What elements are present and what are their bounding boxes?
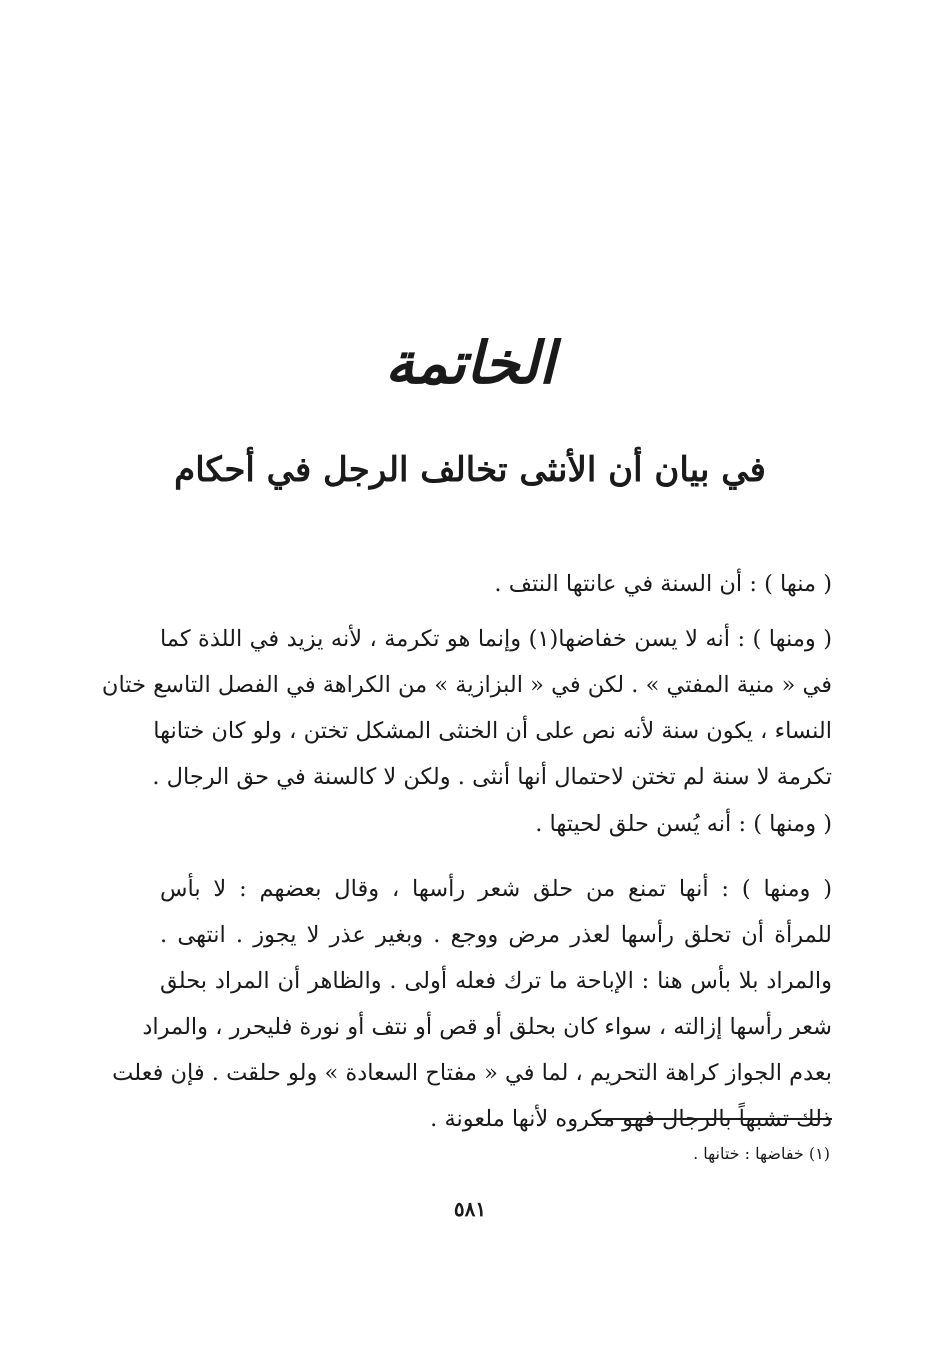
paragraph: [112, 866, 832, 1142]
paragraph-line: في « منية المفتي » . لكن في « البزازية » من الكراهة في الفصل التاسع ختان: [101, 672, 832, 698]
footnote-divider: [594, 1118, 832, 1120]
paragraph-line: النساء ، يكون سنة لأنه نص على أن الخنثى المشكل تختن ، ولو كان ختانها: [153, 718, 832, 744]
paragraph: [160, 801, 832, 847]
footnote: (١) خفاضها : ختانها .: [693, 1144, 830, 1163]
paragraph-line: شعر رأسها إزالته ، سواء كان بحلق أو قص أو نتف أو نورة فليحرر ، والمراد: [142, 1014, 832, 1040]
paragraph-line: ذلك تشبهاً بالرجال فهو مكروه لأنها ملعونة .: [430, 1106, 832, 1132]
paragraph-line: ( منها ) : أن السنة في عانتها النتف .: [494, 571, 832, 597]
paragraph-line: تكرمة لا سنة لم تختن لاحتمال أنها أنثى . ولكن لا كالسنة في حق الرجال .: [152, 764, 832, 790]
paragraph-line: والمراد بلا بأس هنا : الإباحة ما ترك فعله أولى . والظاهر أن المراد بحلق: [160, 968, 832, 994]
paragraph-line: ( ومنها ) : أنه لا يسن خفاضها(١) وإنما هو تكرمة ، لأنه يزيد في اللذة كما: [160, 626, 832, 652]
paragraph-line: ( ومنها ) : أنها تمنع من حلق شعر رأسها ، وقال بعضهم : لا بأس: [160, 876, 832, 902]
paragraph-line: للمرأة أن تحلق رأسها لعذر مرض ووجع . وبغير عذر لا يجوز . انتهى .: [160, 922, 832, 948]
paragraph-line: بعدم الجواز كراهة التحريم ، لما في « مفتاح السعادة » ولو حلقت . فإن فعلت: [112, 1060, 832, 1086]
chapter-title: الخاتمة: [385, 329, 555, 397]
paragraph-line: ( ومنها ) : أنه يُسن حلق لحيتها .: [535, 811, 832, 837]
section-title: في بيان أن الأنثى تخالف الرجل في أحكام: [174, 450, 766, 490]
page-number: ٥٨١: [453, 1197, 487, 1221]
paragraph: [160, 561, 832, 607]
paragraph: [101, 616, 832, 800]
